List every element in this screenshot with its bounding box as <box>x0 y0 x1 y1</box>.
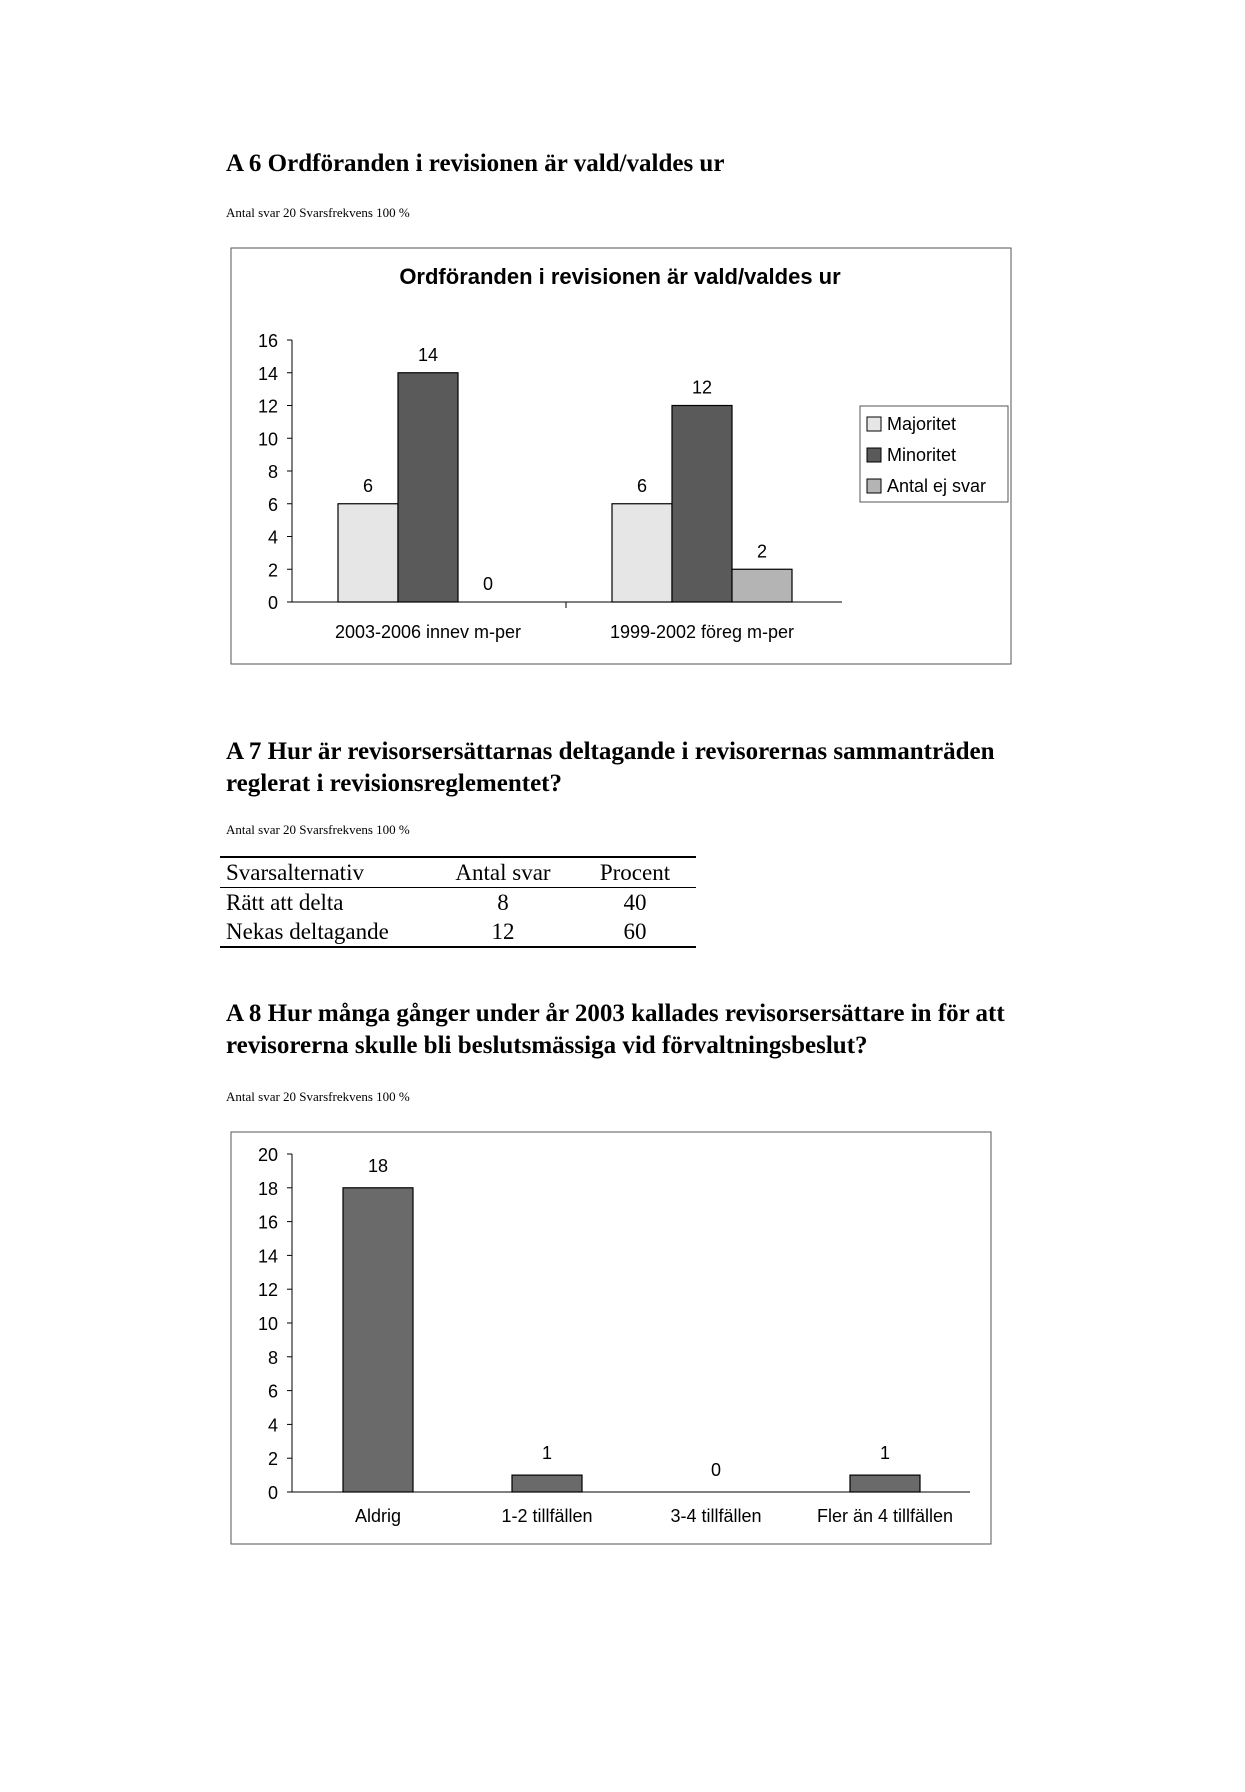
y-tick-label: 14 <box>257 1246 278 1267</box>
section-a6-heading: A 6 Ordföranden i revisionen är vald/valdes ur <box>226 150 725 177</box>
data-label: 0 <box>482 574 494 594</box>
table-cell: 40 <box>623 890 647 915</box>
data-label: 1 <box>541 1443 553 1464</box>
y-tick-label: 10 <box>257 429 278 450</box>
y-tick-label: 8 <box>267 462 278 482</box>
legend-label: Minoritet <box>887 445 957 465</box>
data-label: 1 <box>879 1443 891 1464</box>
y-tick-label: 4 <box>267 1415 278 1436</box>
table-header-cell: Procent <box>599 860 671 885</box>
table-cell: 12 <box>491 919 515 944</box>
table-header-cell: Svarsalternativ <box>226 860 364 885</box>
data-label: 6 <box>362 475 374 496</box>
table-cell: Nekas deltagande <box>226 919 389 944</box>
y-tick-label: 0 <box>267 1483 278 1503</box>
y-tick-label: 18 <box>257 1178 278 1199</box>
table-row <box>220 917 696 947</box>
chart-a8 <box>230 1124 992 1552</box>
y-tick-label: 2 <box>267 1449 278 1470</box>
bar <box>612 504 672 602</box>
legend-label: Majoritet <box>887 414 957 434</box>
data-label: 14 <box>417 344 439 365</box>
data-label: 18 <box>367 1155 389 1176</box>
section-a8-response-info: Antal svar 20 Svarsfrekvens 100 % <box>226 1089 410 1104</box>
y-tick-label: 8 <box>267 1347 278 1368</box>
y-tick-label: 12 <box>257 1280 278 1301</box>
y-tick-label: 6 <box>267 1381 278 1402</box>
x-tick-label: 2003-2006 innev m-per <box>334 622 522 642</box>
x-tick-label: 1999-2002 föreg m-per <box>609 622 795 642</box>
legend-label: Antal ej svar <box>887 476 987 496</box>
table-row <box>220 888 696 918</box>
y-tick-label: 4 <box>267 527 278 548</box>
section-a7-response-info: Antal svar 20 Svarsfrekvens 100 % <box>226 822 410 837</box>
bar <box>512 1475 582 1492</box>
x-tick-label: 1-2 tillfällen <box>501 1506 593 1526</box>
table-cell: 60 <box>623 919 647 944</box>
data-label: 2 <box>756 541 768 562</box>
data-label: 12 <box>691 377 713 398</box>
table-cell: Rätt att delta <box>226 890 344 915</box>
legend-swatch <box>867 417 881 431</box>
y-tick-label: 16 <box>257 1212 278 1233</box>
legend-swatch <box>867 479 881 493</box>
bar <box>672 406 732 603</box>
bar <box>732 569 792 602</box>
y-tick-label: 10 <box>257 1314 278 1334</box>
chart-a8-svg <box>230 1124 992 1552</box>
table-header-row <box>220 857 696 888</box>
response-table <box>220 856 696 948</box>
y-tick-label: 2 <box>267 560 278 581</box>
data-label: 0 <box>710 1460 722 1480</box>
y-tick-label: 0 <box>267 593 278 613</box>
chart-a6-svg <box>230 240 1012 672</box>
y-tick-label: 20 <box>257 1145 278 1165</box>
x-tick-label: Aldrig <box>354 1506 402 1526</box>
y-tick-label: 14 <box>257 363 278 384</box>
chart-title: Ordföranden i revisionen är vald/valdes ur <box>399 264 841 289</box>
table-header-cell: Antal svar <box>455 860 551 885</box>
legend-swatch <box>867 448 881 462</box>
y-tick-label: 12 <box>257 396 278 417</box>
bar <box>850 1475 920 1492</box>
bar <box>398 373 458 602</box>
x-tick-label: Fler än 4 tillfällen <box>816 1506 954 1526</box>
chart-a6 <box>230 240 1012 672</box>
bar <box>338 504 398 602</box>
y-tick-label: 16 <box>257 331 278 351</box>
x-tick-label: 3-4 tillfällen <box>670 1506 762 1526</box>
table-cell: 8 <box>497 890 509 915</box>
section-a8-heading: A 8 Hur många gånger under år 2003 kallades revisorsersättare in för att revisorerna skulle bli beslutsmässiga vid förvaltningsbeslut? <box>226 1000 1005 1059</box>
section-a7-heading: A 7 Hur är revisorsersättarnas deltagande i revisorernas sammanträden reglerat i revisionsreglementet? <box>226 738 995 797</box>
section-a6-response-info: Antal svar 20 Svarsfrekvens 100 % <box>226 205 410 220</box>
y-tick-label: 6 <box>267 494 278 515</box>
bar <box>343 1188 413 1492</box>
data-label: 6 <box>636 475 648 496</box>
